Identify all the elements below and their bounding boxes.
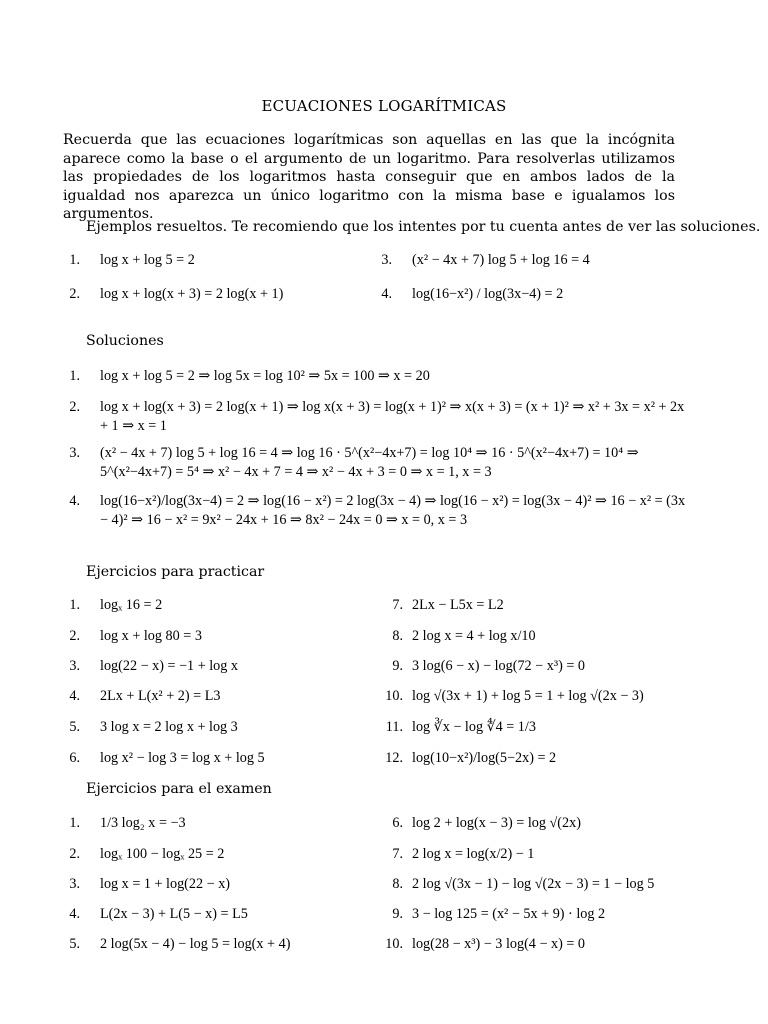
practice-heading: Ejercicios para practicar — [86, 564, 265, 580]
page-title: ECUACIONES LOGARÍTMICAS — [261, 97, 507, 115]
examples-heading: Ejemplos resueltos. Te recomiendo que los intentes por tu cuenta antes de ver las soluciones. — [86, 219, 761, 235]
document-page: ECUACIONES LOGARÍTMICAS Recuerda que las ecuaciones logarítmicas son aquellas en las que la incógnita aparece como la base o el argumento de un logaritmo. Para resolverlas utilizamos las propiedades de los logaritmos hasta conseguir que en ambos lados de la igualdad nos aparezca un único logaritmo con la misma base e igualamos los argumentos. Ejemplos resueltos. Te recomiendo que los intentes por tu cuenta antes de ver las soluciones. 1. log x + log 5 = 2 2. log x + log(x + 3) = 2 log(x + 1) 3. (x² − 4x + 7) log 5 + log 16 = 4 4. log(16−x²) / log(3x−4) = 2 Soluciones 1. log x + log 5 = 2 ⇒ log 5x = log 10² ⇒ 5x = 100 ⇒ x = 20 2. log x + log(x + 3) = 2 log(x + 1) ⇒ log x(x + 3) = log(x + 1)² ⇒ x(x + 3) = (x + 1)² ⇒ x² + 3x = x² + 2x + 1 ⇒ x = 1 3. (x² − 4x + 7) log 5 + log 16 = 4 ⇒ log 16 · 5^(x²−4x+7) = log 10⁴ ⇒ 16 · 5^(x²−4x+7) = 10⁴ ⇒ 5^(x²−4x+7) = 5⁴ ⇒ x² − 4x + 7 = 4 ⇒ x² − 4x + 3 = 0 ⇒ x = 1, x = 3 4. log(16−x²)/log(3x−4) = 2 ⇒ log(16 − x²) = 2 log(3x − 4) ⇒ log(16 − x²) = log(3x − 4)² ⇒ 16 − x² = (3x − 4)² ⇒ 16 − x² = 9x² − 24x + 16 ⇒ 8x² − 24x = 0 ⇒ x = 0, x = 3 Ejercicios para practicar 1. logₓ 16 = 2 2. log x + log 80 = 3 3. log(22 − x) = −1 + log x 4. 2Lx + L(x² + 2) = L3 5. 3 log x = 2 log x + log 3 6. log x² − log 3 = log x + log 5 7. 2Lx − L5x = L2 8. 2 log x = 4 + log x/10 9. 3 log(6 − x) − log(72 − x³) = 0 10. log √(3x + 1) + log 5 = 1 + log √(2x − 3) 11. log ∛x − log ∜4 = 1/3 12. log(10−x²)/log(5−2x) = 2 Ejercicios para el examen 1. 1/3 log₂ x = −3 2. logₓ 100 − logₓ 25 = 2 3. log x = 1 + log(22 − x) 4. L(2x − 3) + L(5 − x) = L5 5. 2 log(5x − 4) − log 5 = log(x + 4) 6. log 2 + log(x − 3) = log √(2x) 7. 2 log x = log(x/2) − 1 8. 2 log √(3x − 1) − log √(2x − 3) = 1 − log 5 9. 3 − log 125 = (x² − 5x + 9) · log 2 10. log(28 − x³) − 3 log(4 − x) = 0 — [0, 0, 768, 1024]
exam-heading: Ejercicios para el examen — [86, 781, 272, 797]
intro-paragraph: Recuerda que las ecuaciones logarítmicas son aquellas en las que la incógnita aparece como la base o el argumento de un logaritmo. Para resolverlas utilizamos las propiedades de los logaritmos hasta conseguir que en ambos lados de la igualdad nos aparezca un único logaritmo con la misma base e igualamos los argumentos. — [63, 132, 675, 222]
solutions-heading: Soluciones — [86, 333, 164, 349]
